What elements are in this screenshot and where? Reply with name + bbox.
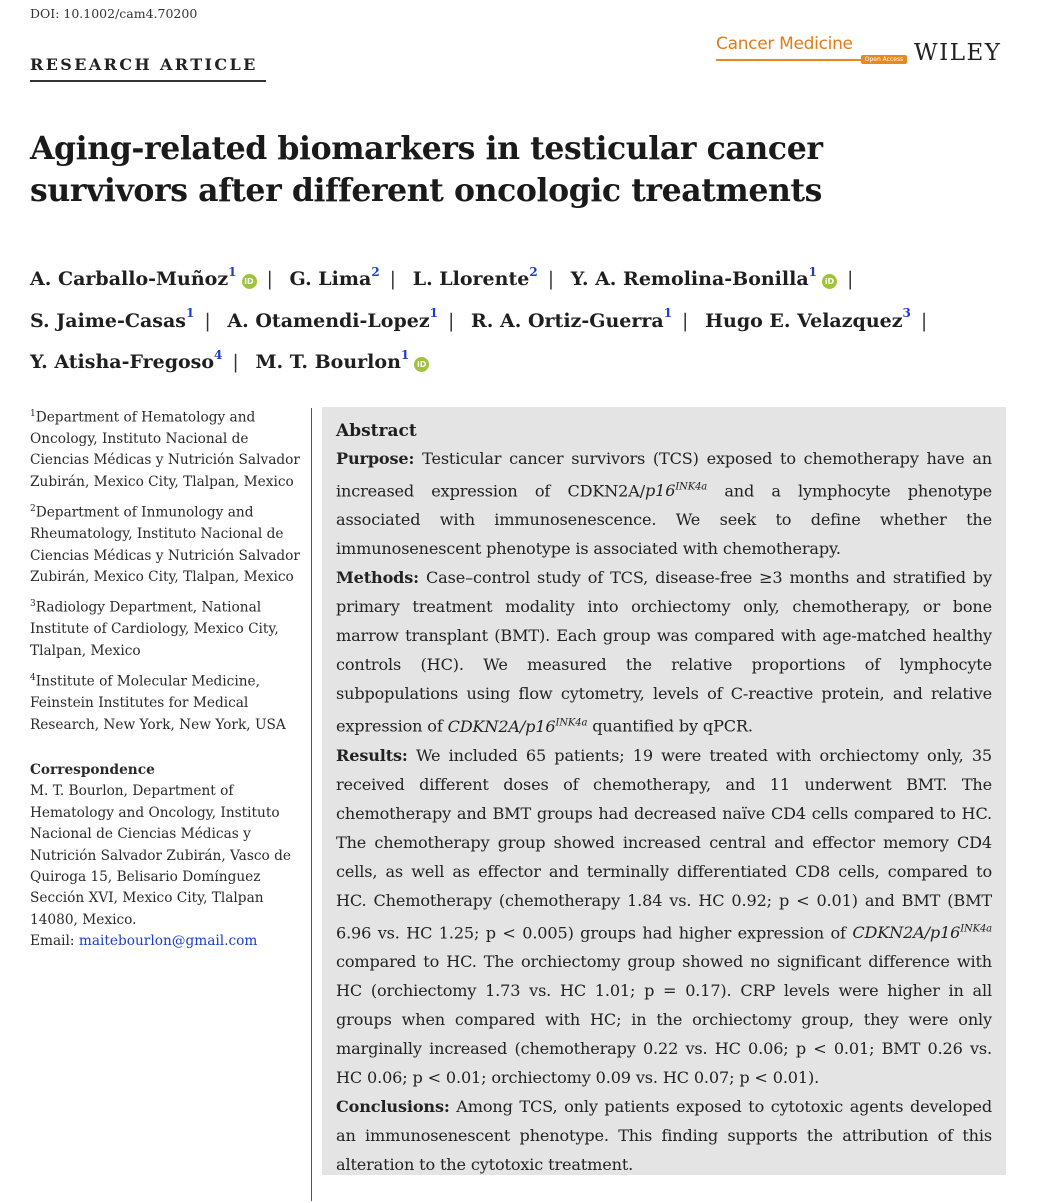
author-list (30, 256, 1020, 380)
author-separator: | (389, 268, 397, 291)
author[interactable]: L. Llorente$^2$ (412, 265, 538, 291)
author[interactable]: Hugo E. Velazquez$^3$ (705, 306, 911, 332)
abstract-box (322, 407, 1006, 1175)
abstract-methods: Methods: Case–control study of TCS, disease-free ≥3 months and stratified by primary treatment modality into orchiectomy only, chemotherapy, or bone marrow transplant (BMT). Each group was compared with age-matched healthy controls (HC). We measured the relative proportions of lymphocyte subpopulations using flow cytometry, levels of C-reactive protein, and relative expression of $CDKN2A/p16^{INK4a}$ quantified by qPCR. (336, 568, 992, 736)
author-separator: | (920, 309, 928, 332)
author[interactable]: G. Lima$^2$ (289, 265, 380, 291)
affiliation: $^4$Institute of Molecular Medicine, Feinstein Institutes for Medical Research, New York, New York, USA (30, 673, 286, 733)
author-separator: | (266, 268, 273, 291)
abstract-conclusions: Conclusions: Among TCS, only patients exposed to cytotoxic agents developed an immunosenescent phenotype. This finding supports the attribution of this alteration to the cytotoxic treatment. (336, 1097, 992, 1175)
correspondence-text: M. T. Bourlon, Department of Hematology and Oncology, Instituto Nacional de Ciencias Médicas y Nutrición Salvador Zubirán, Vasco de Quiroga 15, Belisario Domínguez Sección XVI, Mexico City, Tlalpan 14080, Mexico. (30, 783, 291, 928)
journal-logo-rule (716, 59, 861, 61)
author-separator: | (232, 350, 239, 373)
correspondence-email: Email: maitebourlon@gmail.com (30, 933, 258, 950)
author-separator: | (204, 309, 211, 332)
article-type-label: RESEARCH ARTICLE (30, 55, 258, 74)
column-divider (311, 408, 312, 1201)
orcid-icon[interactable]: iD (822, 274, 837, 289)
author[interactable]: Y. Atisha-Fregoso$^4$ (30, 347, 223, 373)
author-separator: | (847, 268, 854, 291)
journal-logo[interactable]: Cancer Medicine (716, 34, 853, 54)
orcid-icon[interactable]: iD (414, 357, 429, 372)
author-separator: | (447, 309, 455, 332)
author[interactable]: Y. A. Remolina-Bonilla$^1$iD (571, 268, 837, 290)
doi-text: DOI: 10.1002/cam4.70200 (30, 6, 198, 21)
abstract-purpose: Purpose: Testicular cancer survivors (TCS) exposed to chemotherapy have an increased expression of $CDKN2A/p16^{INK4a}$ and a lymphocyte phenotype associated with immunosenescence. We seek to define whether the immunosenescent phenotype is associated with chemotherapy. (336, 449, 992, 559)
correspondence-heading: Correspondence (30, 761, 155, 778)
affiliation: $^1$Department of Hematology and Oncology, Instituto Nacional de Ciencias Médicas y Nutrición Salvador Zubirán, Mexico City, Tlalpan, Mexico (30, 409, 300, 490)
author[interactable]: S. Jaime-Casas$^1$ (30, 306, 195, 332)
article-type-underline (30, 80, 266, 82)
article-title: Aging-related biomarkers in testicular cancer survivors after different oncologic treatments (30, 130, 823, 209)
abstract-results: Results: We included 65 patients; 19 were treated with orchiectomy only, 35 received different doses of chemotherapy, and 11 underwent BMT. The chemotherapy and BMT groups had decreased naïve CD4 cells compared to HC. The chemotherapy group showed increased central and effector memory CD4 cells, as well as effector and terminally differentiated CD8 cells, compared to HC. Chemotherapy (chemotherapy 1.84 vs. HC 0.92; p < 0.01) and BMT (BMT 6.96 vs. HC 1.25; p < 0.005) groups had higher expression of $CDKN2A/p16^{INK4a}$ compared to HC. The orchiectomy group showed no significant difference with HC (orchiectomy 1.73 vs. HC 1.01; p = 0.17). CRP levels were higher in all groups when compared with HC; in the orchiectomy group, they were only marginally increased (chemotherapy 0.22 vs. HC 0.06; p < 0.01; BMT 0.26 vs. HC 0.06; p < 0.01; orchiectomy 0.09 vs. HC 0.07; p < 0.01). (336, 745, 992, 1088)
author[interactable]: A. Carballo-Muñoz$^1$iD (30, 268, 257, 290)
author[interactable]: A. Otamendi-Lopez$^1$ (227, 306, 438, 332)
affiliations-column (30, 404, 300, 953)
publisher-logo[interactable]: WILEY (914, 40, 1002, 66)
affiliation: $^2$Department of Inmunology and Rheumatology, Instituto Nacional de Ciencias Médicas y Nutrición Salvador Zubirán, Mexico City, Tlalpan, Mexico (30, 504, 300, 585)
open-access-badge: Open Access (861, 55, 907, 64)
author[interactable]: R. A. Ortiz-Guerra$^1$ (471, 306, 673, 332)
author[interactable]: M. T. Bourlon$^1$iD (255, 351, 429, 373)
author-separator: | (682, 309, 689, 332)
email-link[interactable]: maitebourlon@gmail.com (78, 933, 258, 950)
author-separator: | (547, 268, 555, 291)
abstract-heading: Abstract (336, 421, 417, 441)
affiliation: $^3$Radiology Department, National Institute of Cardiology, Mexico City, Tlalpan, Mexico (30, 599, 279, 659)
orcid-icon[interactable]: iD (242, 274, 257, 289)
